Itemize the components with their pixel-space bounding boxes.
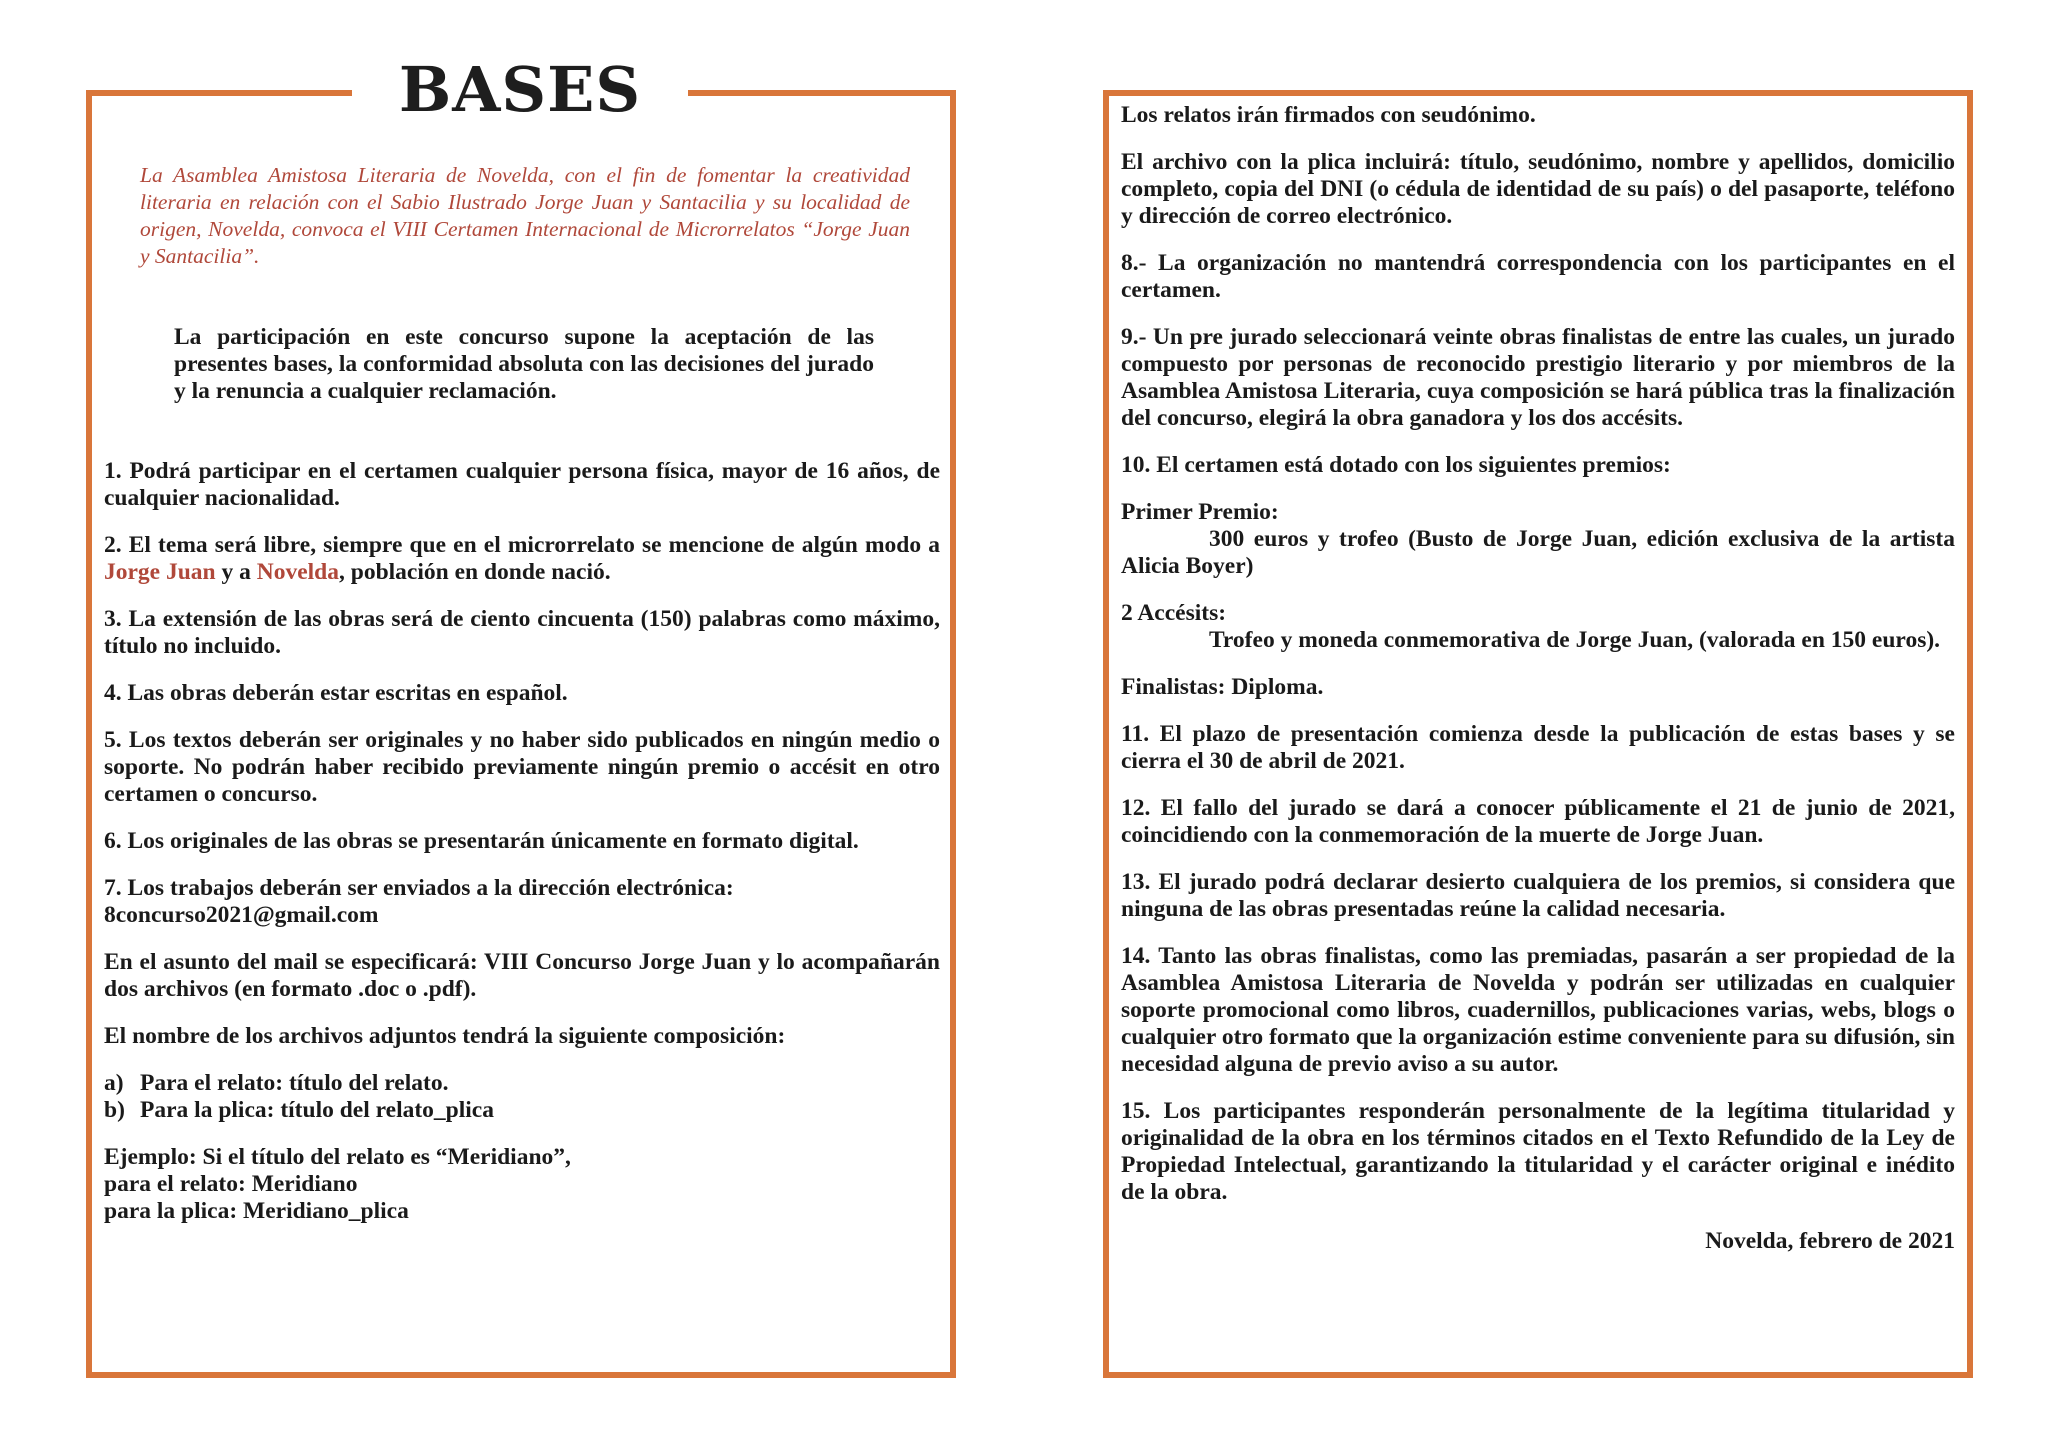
example-line: para el relato: Meridiano [104, 1171, 358, 1197]
novelda-highlight: Novelda [256, 559, 339, 585]
rule-10: 10. El certamen está dotado con los siguientes premios: [1121, 452, 1671, 478]
place-and-date-signature: Novelda, febrero de 2021 [1705, 1228, 1955, 1254]
rule-2-text-start: 2. El tema será libre, siempre que en el microrrelato se mencione de algún modo a [104, 532, 940, 558]
jorge-juan-highlight: Jorge Juan [104, 559, 216, 585]
rule-9: 9.- Un pre jurado seleccionará veinte obras finalistas de entre las cuales, un jurado compuesto por personas de reconocido prestigio literario y por miembros de la Asamblea Amistosa Literaria, cuya composición se hará pública tras la finalización del concurso, elegirá la obra ganadora y los dos accésits. [1121, 324, 1955, 431]
rule-13: 13. El jurado podrá declarar desierto cualquiera de los premios, si considera que ninguna de las obras presentadas reúne la calidad necesaria. [1121, 869, 1955, 922]
mail-subject-paragraph: En el asunto del mail se especificará: VIII Concurso Jorge Juan y lo acompañarán dos archivos (en formato .doc o .pdf). [104, 949, 940, 1002]
rule-2 [104, 532, 940, 586]
acceptance-paragraph: La participación en este concurso supone la aceptación de las presentes bases, la conformidad absoluta con las decisiones del jurado y la renuncia a cualquier reclamación. [174, 324, 874, 404]
left-rules-column [104, 458, 940, 1225]
rule-2-text-middle: y a [215, 559, 257, 585]
rule-1: 1. Podrá participar en el certamen cualquier persona física, mayor de 16 años, de cualquier nacionalidad. [104, 458, 940, 511]
file-naming-list [104, 1070, 940, 1124]
accesits-description: Trofeo y moneda conmemorativa de Jorge Juan, (valorada en 150 euros). [1209, 627, 1941, 653]
pseudonym-paragraph: Los relatos irán firmados con seudónimo. [1121, 102, 1536, 128]
rule-14: 14. Tanto las obras finalistas, como las premiadas, pasarán a ser propiedad de la Asamblea Amistosa Literaria de Novelda y podrán ser utilizadas en cualquier soporte promocional como libros, cuadernillos, publicaciones varias, webs, blogs o cualquier otro formato que la organización estime conveniente para su difusión, sin necesidad alguna de previo aviso a su autor. [1121, 943, 1955, 1077]
contact-email: 8concurso2021@gmail.com [104, 902, 379, 928]
rule-11: 11. El plazo de presentación comienza desde la publicación de estas bases y se cierra el 30 de abril de 2021. [1121, 721, 1955, 774]
rule-3: 3. La extensión de las obras será de ciento cincuenta (150) palabras como máximo, título no incluido. [104, 606, 940, 659]
rule-6: 6. Los originales de las obras se presentarán únicamente en formato digital. [104, 828, 859, 854]
example-line: para la plica: Meridiano_plica [104, 1198, 409, 1224]
example-line: Ejemplo: Si el título del relato es “Meridiano”, [104, 1144, 571, 1170]
page-title: BASES [352, 50, 688, 130]
plica-paragraph: El archivo con la plica incluirá: título, seudónimo, nombre y apellidos, domicilio completo, copia del DNI (o cédula de identidad de su país) o del pasaporte, teléfono y dirección de correo electrónico. [1121, 149, 1955, 229]
example-block [104, 1144, 940, 1225]
rule-4: 4. Las obras deberán estar escritas en español. [104, 680, 568, 706]
list-item [104, 1097, 940, 1124]
rule-8: 8.- La organización no mantendrá correspondencia con los participantes en el certamen. [1121, 250, 1955, 303]
first-prize-label: Primer Premio: [1121, 499, 1279, 525]
list-marker: a) [104, 1070, 124, 1096]
rule-7: 7. Los trabajos deberán ser enviados a la dirección electrónica: [104, 875, 734, 901]
list-marker: b) [104, 1097, 125, 1123]
first-prize-description: 300 euros y trofeo (Busto de Jorge Juan, edición exclusiva de la artista Alicia Boyer) [1121, 526, 1955, 579]
rule-15: 15. Los participantes responderán personalmente de la legítima titularidad y originalidad de la obra en los términos citados en el Texto Refundido de la Ley de Propiedad Intelectual, garantizando la titularidad y el carácter original e inédito de la obra. [1121, 1098, 1955, 1205]
list-item-text: Para la plica: título del relato_plica [140, 1097, 494, 1123]
rule-12: 12. El fallo del jurado se dará a conocer públicamente el 21 de junio de 2021, coincidiendo con la conmemoración de la muerte de Jorge Juan. [1121, 795, 1955, 848]
finalists-prize: Finalistas: Diploma. [1121, 674, 1324, 700]
list-item [104, 1070, 940, 1097]
list-item-text: Para el relato: título del relato. [140, 1070, 449, 1096]
file-naming-paragraph: El nombre de los archivos adjuntos tendrá la siguiente composición: [104, 1023, 786, 1049]
intro-paragraph: La Asamblea Amistosa Literaria de Novelda, con el fin de fomentar la creatividad literaria en relación con el Sabio Ilustrado Jorge Juan y Santacilia y su localidad de origen, Novelda, convoca el VIII Certamen Internacional de Microrrelatos “Jorge Juan y Santacilia”. [140, 163, 910, 268]
right-rules-column [1121, 102, 1955, 1275]
rule-2-text-end: , población en donde nació. [339, 559, 611, 585]
rule-5: 5. Los textos deberán ser originales y no haber sido publicados en ningún medio o soporte. No podrán haber recibido previamente ningún premio o accésit en otro certamen o concurso. [104, 727, 940, 807]
accesits-label: 2 Accésits: [1121, 600, 1227, 626]
